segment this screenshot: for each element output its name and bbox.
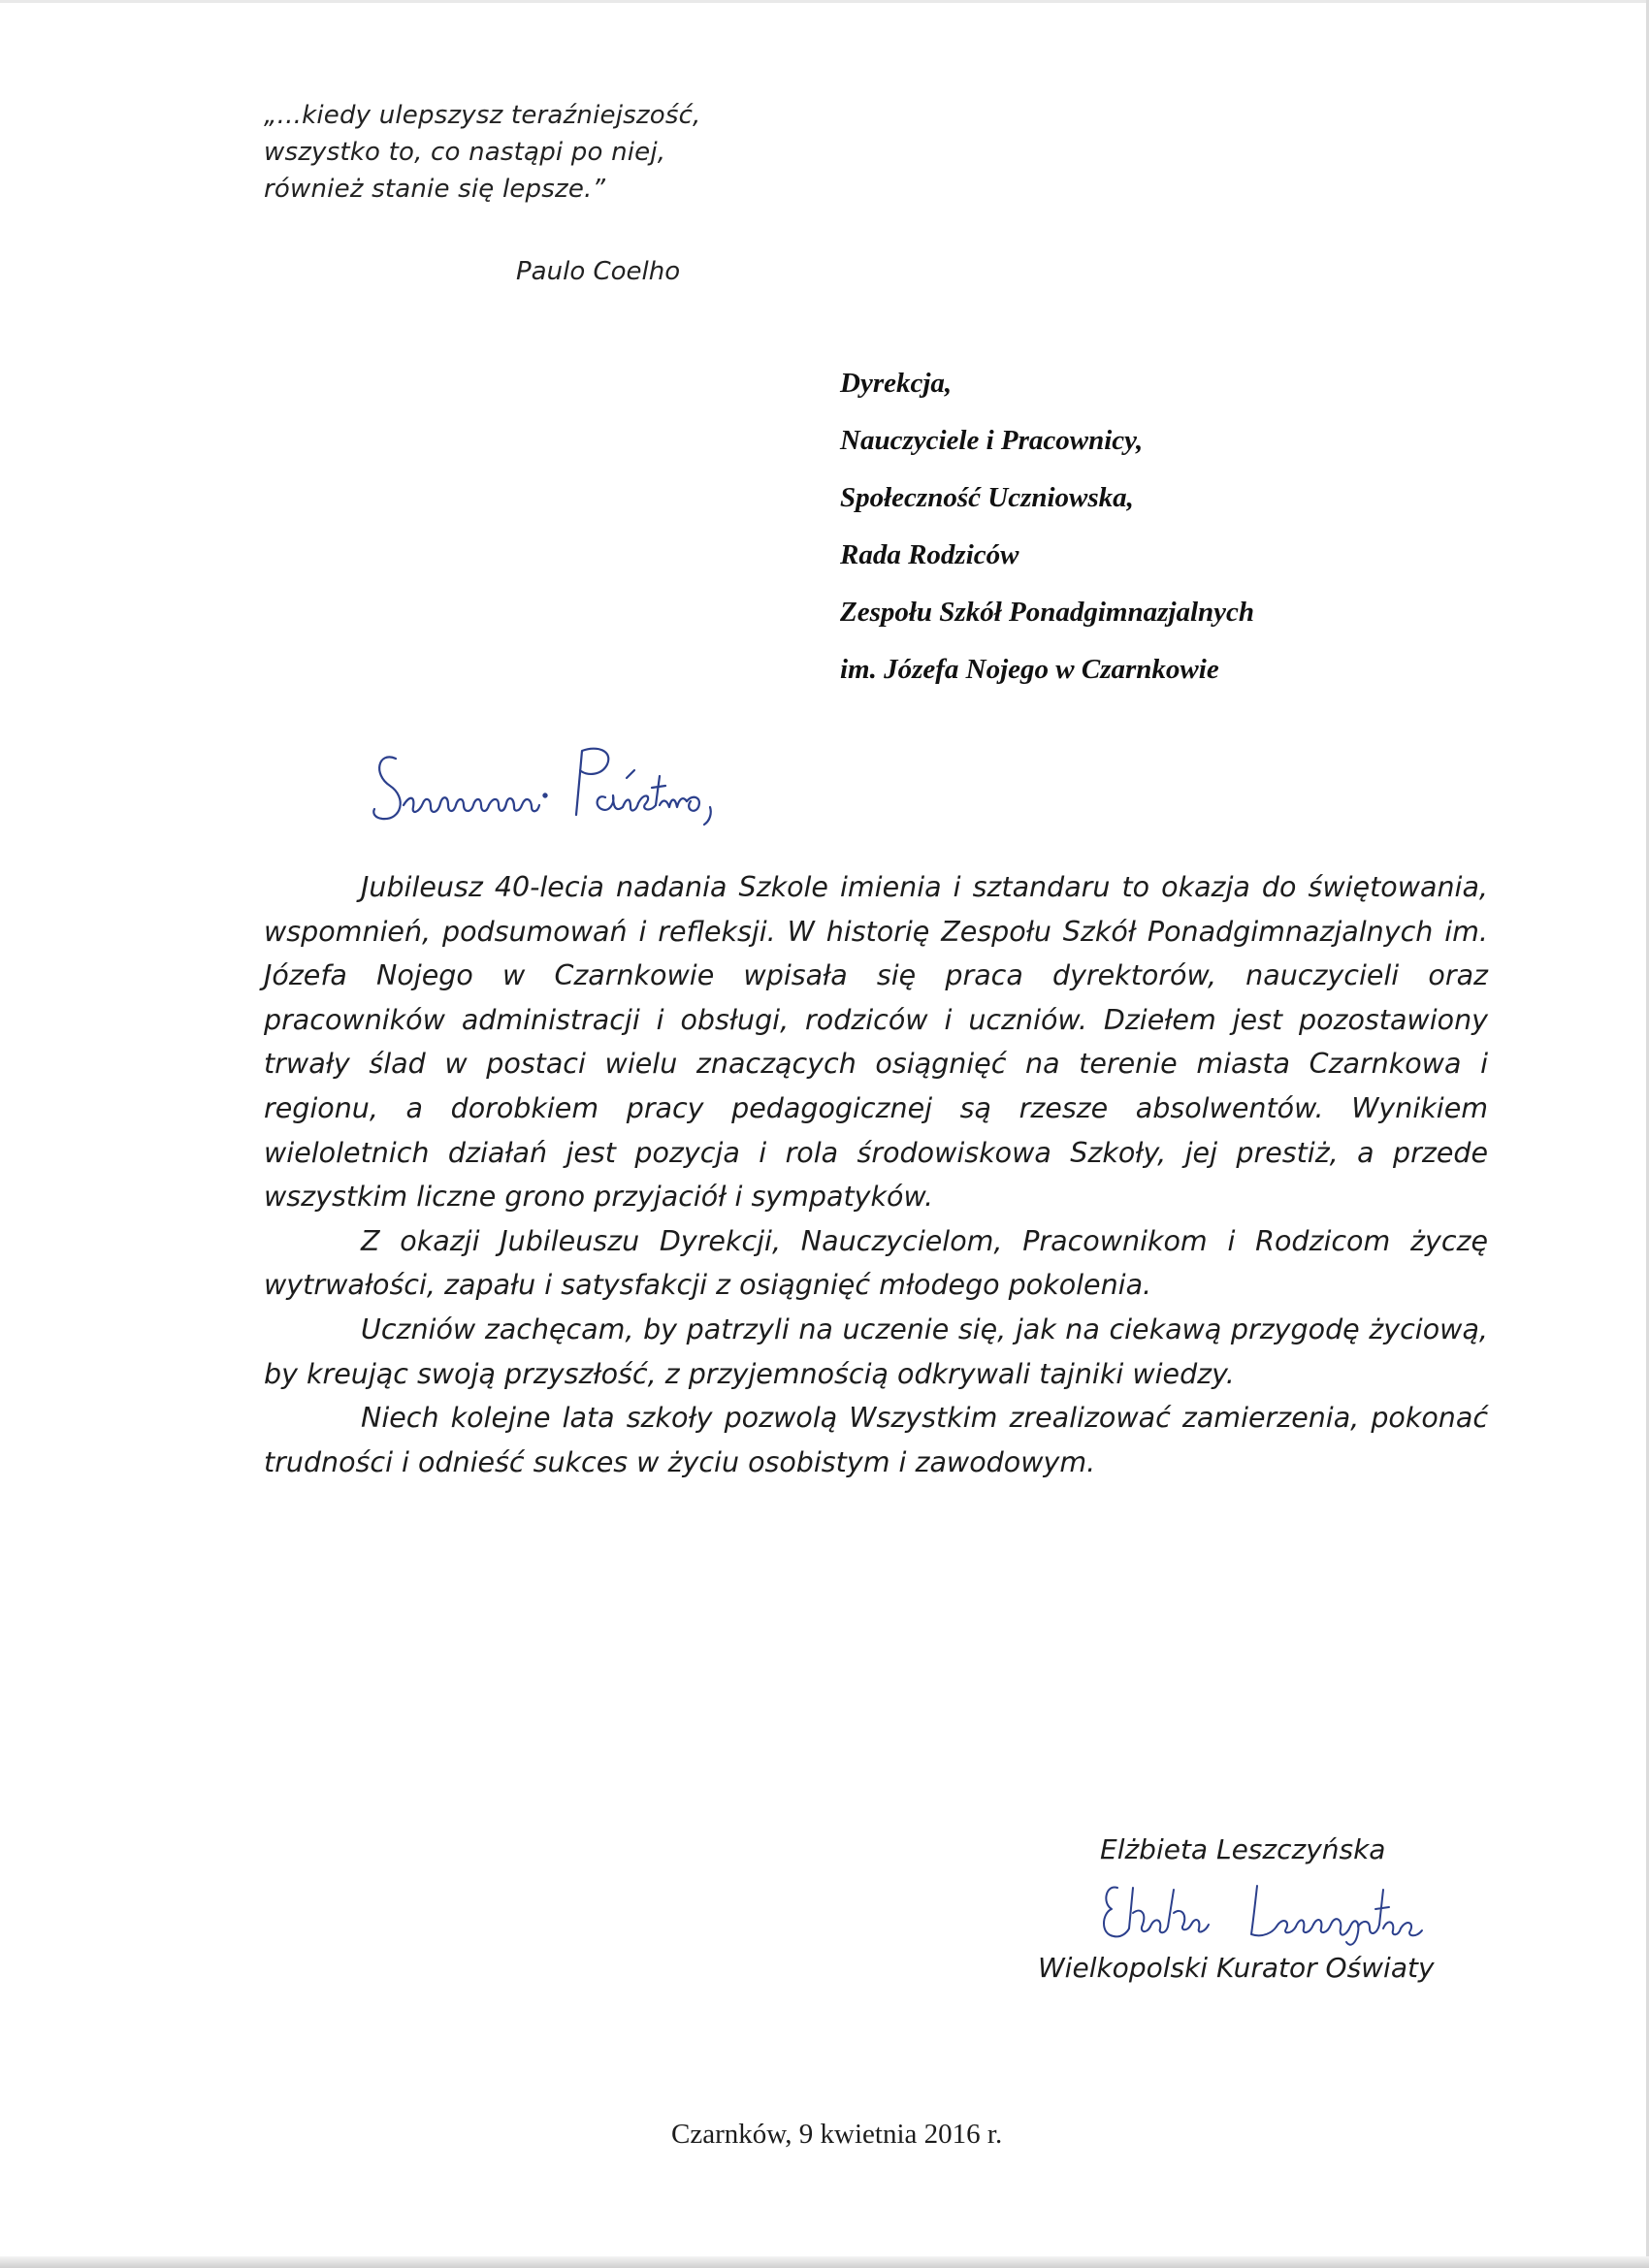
handwritten-salutation [369,737,815,844]
scan-edge-top [0,0,1649,3]
addressee-line: Społeczność Uczniowska, [840,482,1134,513]
epigraph-line: również stanie się lepsze.” [264,175,606,204]
addressee-line: Rada Rodziców [840,539,1019,570]
epigraph-line: wszystko to, co nastąpi po niej, [264,138,666,167]
body-paragraph: Niech kolejne lata szkoły pozwolą Wszystkim zrealizować zamierzenia, pokonać trudności i odnieść sukces w życiu osobistym i zawodowym. [264,1402,1488,1478]
epigraph-author: Paulo Coelho [516,257,681,286]
handwritten-signature [1092,1874,1519,1952]
body-paragraph: Z okazji Jubileuszu Dyrekcji, Nauczycielom, Pracownikom i Rodzicom życzę wytrwałości, zapału i satysfakcji z osiągnięć młodego pokolenia. [264,1224,1488,1302]
letter-body [264,865,1488,1484]
addressee-line: Zespołu Szkół Ponadgimnazjalnych [840,597,1255,628]
addressee-block [840,355,1461,698]
epigraph-quote [264,97,768,208]
addressee-line: im. Józefa Nojego w Czarnkowie [840,654,1219,685]
addressee-line: Dyrekcja, [840,368,953,399]
scan-edge-bottom [0,2256,1649,2268]
epigraph-line: „...kiedy ulepszysz teraźniejszość, [264,101,701,130]
addressee-line: Nauczyciele i Pracownicy, [840,425,1144,456]
signer-title: Wielkopolski Kurator Oświaty [1038,1952,1435,1984]
place-date: Czarnków, 9 kwietnia 2016 r. [671,2119,1003,2150]
body-paragraph: Jubileusz 40-lecia nadania Szkole imienia i sztandaru to okazja do świętowania, wspomnień, podsumowań i refleksji. W historię Zespołu Szkół Ponadgimnazjalnych im. Józefa Nojego w Czarnkowie wpisała się praca dyrektorów, nauczycieli oraz pracowników administracji i obsługi, rodziców i uczniów. Dziełem jest pozostawiony trwały ślad w postaci wielu znaczących osiągnięć na terenie miasta Czarnkowa i regionu, a dorobkiem pracy pedagogicznej są rzesze absolwentów. Wynikiem wieloletnich działań jest pozycja i rola środowiskowa Szkoły, jej prestiż, a przede wszystkim liczne grono przyjaciół i sympatyków. [264,871,1488,1214]
body-paragraph: Uczniów zachęcam, by patrzyli na uczenie się, jak na ciekawą przygodę życiową, by kreując swoją przyszłość, z przyjemnością odkrywali tajniki wiedzy. [264,1312,1488,1390]
signer-name: Elżbieta Leszczyńska [1100,1833,1386,1865]
